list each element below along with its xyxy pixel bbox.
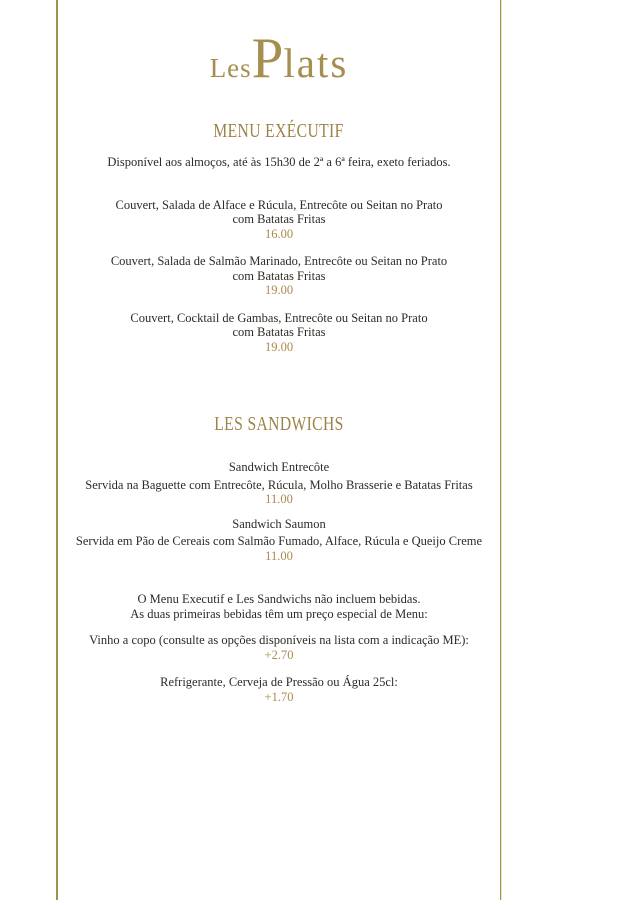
les-sandwichs-items (58, 460, 500, 563)
logo-word-les: Les (209, 53, 252, 83)
beverage-note-line2: As duas primeiras bebidas têm um preço especial de Menu: (130, 606, 428, 621)
beverage-notes (58, 592, 500, 621)
menu-executif-title-text: MENU EXÉCUTIF (213, 120, 345, 142)
logo-word-lats: lats (283, 40, 349, 86)
menu-item-line2: com Batatas Fritas (232, 268, 326, 283)
supplement-label: Vinho a copo (consulte as opções disponíveis na lista com a indicação ME): (89, 633, 469, 647)
item-price: 19.00 (264, 283, 294, 297)
menu-item-line1: Couvert, Cocktail de Gambas, Entrecôte ou Seitan no Prato (130, 310, 428, 325)
les-sandwichs-title (58, 413, 500, 435)
sandwich-item (58, 517, 500, 564)
supplement-price: +1.70 (264, 689, 294, 704)
menu-item-line1: Couvert, Salada de Salmão Marinado, Entrecôte ou Seitan no Prato (110, 254, 448, 268)
item-price: 11.00 (265, 492, 293, 506)
menu-item-line1: Couvert, Salada de Alface e Rúcula, Entrecôte ou Seitan no Prato (115, 197, 443, 212)
supplement-item (58, 675, 500, 704)
menu-item (58, 311, 500, 355)
sandwich-description: Servida na Baguette com Entrecôte, Rúcula, Molho Brasserie e Batatas Fritas (85, 477, 473, 492)
sandwich-description: Servida em Pão de Cereais com Salmão Fumado, Alface, Rúcula e Queijo Creme (75, 534, 483, 548)
menu-executif-items (58, 198, 500, 355)
item-price: 19.00 (264, 339, 294, 354)
availability-note: Disponível aos almoços, até às 15h30 de 2ª a 6ª feira, exeto feriados. (107, 155, 451, 169)
menu-item (58, 254, 500, 298)
supplement-price: +2.70 (264, 647, 294, 662)
sandwich-name: Sandwich Saumon (232, 516, 326, 531)
les-sandwichs-title-text: LES SANDWICHS (214, 413, 344, 435)
supplement-label: Refrigerante, Cerveja de Pressão ou Água 25cl: (160, 675, 398, 689)
menu-content-column (58, 0, 500, 704)
beverage-note-line1: O Menu Executif e Les Sandwichs não incluem bebidas. (137, 592, 421, 606)
menu-item-line2: com Batatas Fritas (232, 325, 326, 339)
supplement-item (58, 633, 500, 662)
sandwich-name: Sandwich Entrecôte (228, 460, 330, 474)
menu-item (58, 198, 500, 242)
item-price: 11.00 (265, 548, 293, 563)
logo-initial-p: P (251, 27, 284, 90)
menu-executif-title (58, 120, 500, 142)
restaurant-logo (58, 27, 500, 90)
right-border-line (500, 0, 502, 900)
item-price: 16.00 (264, 226, 294, 241)
menu-item-line2: com Batatas Fritas (232, 212, 326, 226)
sandwich-item (58, 460, 500, 507)
